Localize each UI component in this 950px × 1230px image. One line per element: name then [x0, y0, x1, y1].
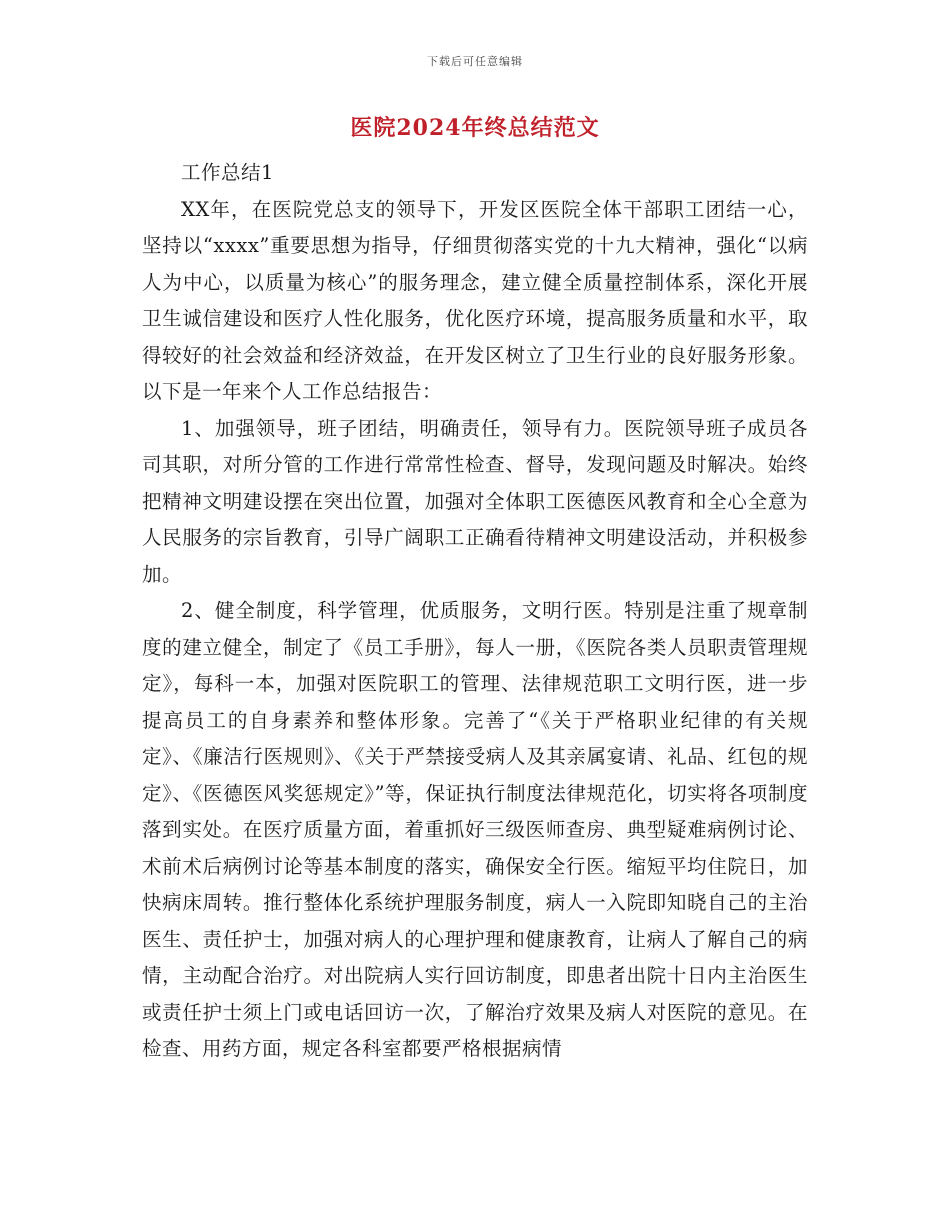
document-title: 医院2024年终总结范文 — [350, 115, 600, 141]
section-heading: 工作总结1 — [181, 161, 274, 184]
paragraph-leadership: 1、加强领导，班子团结，明确责任，领导有力。医院领导班子成员各司其职，对所分管的工作进行常常性检查、督导，发现问题及时解决。始终把精神文明建设摆在突出位置，加强对全体职工医德医风教育和全心全意为人民服务的宗旨教育，引导广阔职工正确看待精神文明建设活动，并积极参加。 — [142, 416, 808, 586]
header-note: 下载后可任意编辑 — [427, 55, 523, 68]
document-body — [142, 155, 808, 1068]
paragraph-intro: XX年，在医院党总支的领导下，开发区医院全体干部职工团结一心，坚持以“xxxx”重要思想为指导，仔细贯彻落实党的十九大精神，强化“以病人为中心，以质量为核心”的服务理念，建立健全质量控制体系，深化开展卫生诚信建设和医疗人性化服务，优化医疗环境，提高服务质量和水平，取得较好的社会效益和经济效益，在开发区树立了卫生行业的良好服务形象。 以下是一年来个人工作总结报告： — [142, 197, 808, 403]
paragraph-systems: 2、健全制度，科学管理，优质服务，文明行医。特别是注重了规章制度的建立健全，制定了《员工手册》，每人一册，《医院各类人员职责管理规定》，每科一本，加强对医院职工的管理、法律规范职工文明行医，进一步提高员工的自身素养和整体形象。完善了“《关于严格职业纪律的有关规定》、《廉洁行医规则》、《关于严禁接受病人及其亲属宴请、礼品、红包的规定》、《医德医风奖惩规定》”等，保证执行制度法律规范化，切实将各项制度落到实处。在医疗质量方面，着重抓好三级医师查房、典型疑难病例讨论、术前术后病例讨论等基本制度的落实，确保安全行医。缩短平均住院日，加快病床周转。推行整体化系统护理服务制度，病人一入院即知晓自己的主治医生、责任护士，加强对病人的心理护理和健康教育，让病人了解自己的病情，主动配合治疗。对出院病人实行回访制度，即患者出院十日内主治医生或责任护士须上门或电话回访一次，了解治疗效果及病人对医院的意见。在检查、用药方面，规定各科室都要严格根据病情 — [142, 599, 808, 1060]
